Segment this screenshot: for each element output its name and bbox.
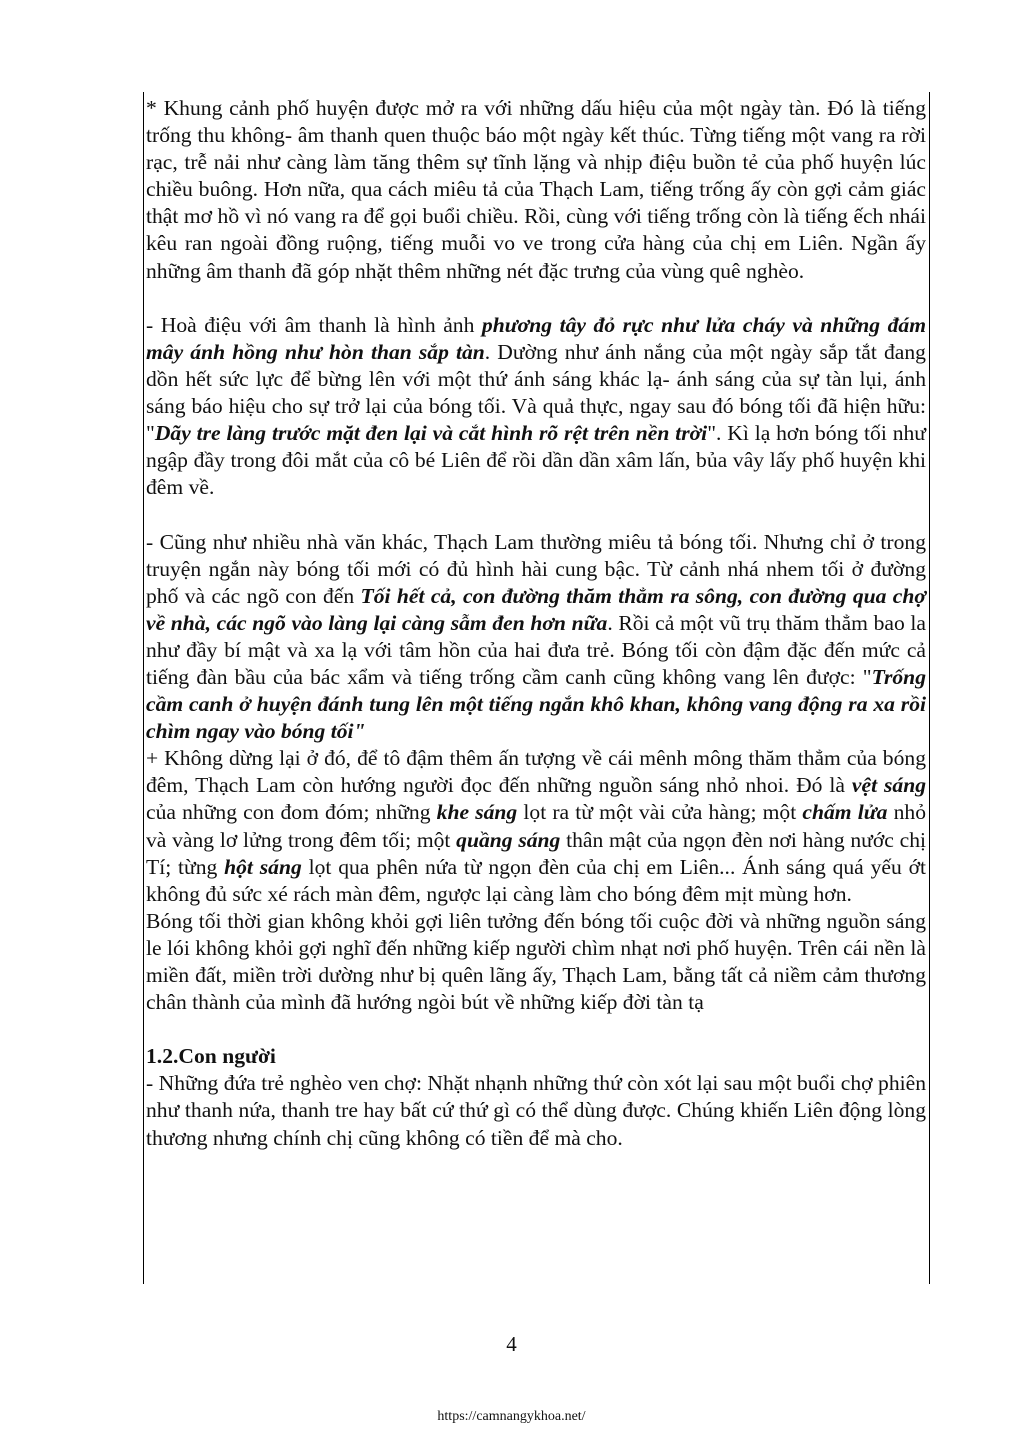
text-run: - Cũng như nhiều nhà văn khác, Thạch Lam thường miêu tả bóng tối. Nhưng chỉ ở trong truyện ngắn này bóng tối mới có đủ hình hài cung bậc. Từ cảnh nhá nhem tối ở đường phố và các ngõ con đến (146, 529, 926, 608)
cell-content (146, 95, 926, 1152)
emphasis-quote: Trống cầm canh ở huyện đánh tung lên một tiếng ngắn khô khan, không vang động ra xa rồi chìm ngay vào bóng tối" (146, 664, 926, 744)
paragraph-light-sources (146, 745, 926, 908)
text-run: lọt qua phên nứa từ ngọn đèn của chị em Liên... Ánh sáng quá yếu ớt không đủ sức xé rách màn đêm, ngược lại càng làm cho bóng đêm mịt mùng hơn. (146, 854, 926, 906)
emphasis-term: quầng sáng (456, 827, 561, 852)
emphasis-quote: phương tây đỏ rực như lửa cháy và những đám mây ánh hồng như hòn than sắp tàn (146, 312, 927, 364)
page-number: 4 (506, 1332, 517, 1356)
emphasis-quote: Tối hết cả, con đường thăm thẳm ra sông, con đường qua chợ về nhà, các ngõ vào làng lại càng sẫm đen hơn nữa (146, 583, 926, 635)
text-run: . Dường như ánh nắng của một ngày sắp tắt đang dồn hết sức lực để bừng lên với một thứ ánh sáng khác lạ- ánh sáng của sự tàn lụi, ánh sáng báo hiệu cho sự trở lại của bóng tối. Và quả thực, ngay sau đó bóng tối đã hiện hữu: " (146, 339, 926, 446)
emphasis-term: hột sáng (224, 854, 302, 879)
emphasis-term: chấm lửa (802, 800, 888, 825)
text-run: thân mật của ngọn đèn nơi hàng nước chị Tí; từng (146, 827, 926, 879)
section-heading: 1.2.Con người (146, 1044, 276, 1069)
text-run: nhỏ và vàng lơ lửng trong đêm tối; một (146, 800, 927, 852)
emphasis-term: khe sáng (436, 800, 518, 825)
text-run: + Không dừng lại ở đó, để tô đậm thêm ấn tượng về cái mênh mông thăm thẳm của bóng đêm, Thạch Lam còn hướng người đọc đến những nguồn sáng nhỏ nhoi. Đó là (146, 746, 926, 798)
paragraph-sound: * Khung cảnh phố huyện được mở ra với những dấu hiệu của một ngày tàn. Đó là tiếng trống thu không- âm thanh quen thuộc báo một ngày kết thúc. Từng tiếng một vang ra rời rạc, trễ nải như càng làm tăng thêm sự tĩnh lặng và nhịp điệu buồn tẻ của phố huyện lúc chiều buông. Hơn nữa, qua cách miêu tả của Thạch Lam, tiếng trống ấy còn gợi cảm giác thật mơ hồ vì nó vang ra để gọi buổi chiều. Rồi, cùng với tiếng trống còn là tiếng ếch nhái kêu ran ngoài đồng ruộng, tiếng muỗi vo ve trong cửa hàng của chị em Liên. Ngần ấy những âm thanh đã góp nhặt thêm những nét đặc trưng của vùng quê nghèo. (146, 96, 926, 283)
emphasis-term: vệt sáng (851, 773, 927, 798)
paragraph-children: - Những đứa trẻ nghèo ven chợ: Nhặt nhạnh những thứ còn xót lại sau một buổi chợ phiên như thanh nứa, thanh tre hay bất cứ thứ gì có thể dùng được. Chúng khiến Liên động lòng thương nhưng chính chị cũng không có tiền để mà cho. (146, 1071, 926, 1150)
paragraph-darkness (146, 529, 926, 746)
paragraph-reflection: Bóng tối thời gian không khỏi gợi liên tưởng đến bóng tối cuộc đời và những nguồn sáng le lói không khỏi gợi nghĩ đến những kiếp người chìm nhạt nơi phố huyện. Trên cái nền là miền đất, miền trời dường như bị quên lãng ấy, Thạch Lam, bằng tất cả niềm cảm thương chân thành của mình đã hướng ngòi bút về những kiếp đời tàn tạ (146, 908, 926, 1015)
text-run: - Hoà điệu với âm thanh là hình ảnh (146, 312, 482, 337)
text-run: của những con đom đóm; những (146, 800, 437, 825)
text-run: . Rồi cả một vũ trụ thăm thẳm bao la như đầy bí mật và xa lạ với tâm hồn của hai đưa trẻ. Bóng tối còn đậm đặc đến mức cả tiếng đàn bầu của bác xẩm và tiếng trống cầm canh cũng không vang lên được: " (146, 610, 926, 689)
paragraph-sunset (146, 312, 926, 502)
text-run: lọt ra từ một vài cửa hàng; một (517, 800, 803, 825)
emphasis-quote: Dãy tre làng trước mặt đen lại và cắt hình rõ rệt trên nền trời (154, 421, 708, 446)
text-run: ". Kì lạ hơn bóng tối như ngập đầy trong đôi mắt của cô bé Liên để rồi dần dần xâm lấn, bủa vây lấy phố huyện khi đêm về. (146, 421, 926, 500)
footer-url[interactable]: https://camnangykhoa.net/ (437, 1409, 586, 1424)
